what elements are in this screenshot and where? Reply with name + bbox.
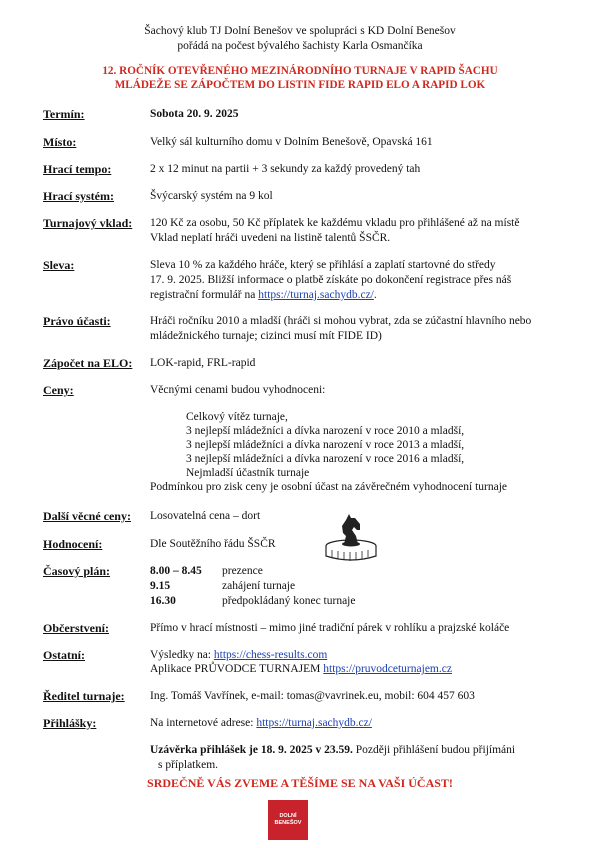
label-termin: Termín: <box>43 107 85 121</box>
value-dalsi: Losovatelná cena – dort <box>150 510 261 522</box>
label-hodnoceni: Hodnocení: <box>43 537 103 551</box>
deadline-line2: s příplatkem. <box>158 759 219 771</box>
value-reditel: Ing. Tomáš Vavřínek, e-mail: tomas@vavrinek.eu, mobil: 604 457 603 <box>150 690 475 702</box>
label-plan: Časový plán: <box>43 564 111 578</box>
label-sleva: Sleva: <box>43 258 75 272</box>
value-ostatni-line1 <box>150 648 327 663</box>
value-obcerstveni: Přímo v hrací místnosti – mimo jiné tradiční párek v rohlíku a prajzské koláče <box>150 622 510 634</box>
prize-item: Celkový vítěz turnaje, <box>186 411 288 423</box>
label-reditel: Ředitel turnaje: <box>43 689 125 703</box>
label-ceny: Ceny: <box>43 383 74 397</box>
organizer-line: Šachový klub TJ Dolní Benešov ve spolupráci s KD Dolní Benešov <box>144 25 456 37</box>
label-vklad: Turnajový vklad: <box>43 216 133 230</box>
sleva-line3-end: . <box>373 289 377 301</box>
deadline-bold: Uzávěrka přihlášek je 18. 9. 2025 v 23.59. <box>150 744 353 756</box>
value-sleva-line1: Sleva 10 % za každého hráče, který se přihlásí a zaplatí startovné do středy <box>150 259 496 271</box>
value-ceny-intro: Věcnými cenami budou vyhodnoceni: <box>150 384 326 396</box>
value-pravo-line2: mládežnického turnaje; cizinci musí mít FIDE ID) <box>150 330 382 342</box>
plan-desc: zahájení turnaje <box>222 580 296 592</box>
chess-knight-cake-icon <box>322 506 380 564</box>
value-ostatni-line2 <box>150 662 452 677</box>
deadline-rest: Později přihlášení budou přijímáni <box>352 744 516 756</box>
tournament-title-line1: 12. ROČNÍK OTEVŘENÉHO MEZINÁRODNÍHO TURNAJE V RAPID ŠACHU <box>102 65 498 77</box>
value-system: Švýcarský systém na 9 kol <box>150 190 273 202</box>
logo-line2: BENEŠOV <box>274 820 302 826</box>
label-misto: Místo: <box>43 135 77 149</box>
value-elo: LOK-rapid, FRL-rapid <box>150 357 256 369</box>
tournament-title-line2: MLÁDEŽE SE ZÁPOČTEM DO LISTIN FIDE RAPID ELO A RAPID LOK <box>114 79 486 91</box>
plan-desc: prezence <box>222 565 263 577</box>
value-tempo: 2 x 12 minut na partii + 3 sekundy za každý provedený tah <box>150 163 421 175</box>
value-termin: Sobota 20. 9. 2025 <box>150 108 239 120</box>
pruvodce-link[interactable]: https://pruvodceturnajem.cz <box>323 663 452 675</box>
prize-item: 3 nejlepší mládežníci a dívka narození v roce 2016 a mladší, <box>186 453 465 465</box>
label-obcerstveni: Občerstvení: <box>43 621 109 635</box>
plan-time: 16.30 <box>150 595 176 607</box>
dolni-benesov-logo <box>268 800 308 840</box>
results-text: Výsledky na: <box>150 649 214 661</box>
plan-desc: předpokládaný konec turnaje <box>222 595 356 607</box>
label-pravo: Právo účasti: <box>43 314 111 328</box>
value-ceny-condition: Podmínkou pro zisk ceny je osobní účast na závěrečném vyhodnocení turnaje <box>150 481 508 493</box>
label-dalsi: Další věcné ceny: <box>43 509 131 523</box>
value-hodnoceni: Dle Soutěžního řádu ŠSČR <box>150 538 276 550</box>
prize-item: Nejmladší účastník turnaje <box>186 467 310 479</box>
prize-item: 3 nejlepší mládežníci a dívka narození v roce 2013 a mladší, <box>186 439 465 451</box>
label-prihlasky: Přihlášky: <box>43 716 97 730</box>
value-vklad-line2: Vklad neplatí hráči uvedeni na listině talentů ŠSČR. <box>150 232 391 244</box>
value-sleva-line3 <box>150 288 377 303</box>
chess-results-link[interactable]: https://chess-results.com <box>213 649 328 661</box>
app-text: Aplikace PRŮVODCE TURNAJEM <box>150 663 324 675</box>
label-elo: Zápočet na ELO: <box>43 356 133 370</box>
label-ostatni: Ostatní: <box>43 648 85 662</box>
plan-time: 9.15 <box>150 580 171 592</box>
prihlasky-text: Na internetové adrese: <box>150 717 257 729</box>
invitation-text: SRDEČNĚ VÁS ZVEME A TĚŠÍME SE NA VAŠI ÚČAST! <box>147 776 453 790</box>
prihlasky-link[interactable]: https://turnaj.sachydb.cz/ <box>256 717 372 729</box>
registration-link[interactable]: https://turnaj.sachydb.cz/ <box>258 289 374 301</box>
value-misto: Velký sál kulturního domu v Dolním Benešově, Opavská 161 <box>150 136 433 148</box>
prize-item: 3 nejlepší mládežníci a dívka narození v roce 2010 a mladší, <box>186 425 465 437</box>
sleva-line3-text: registrační formulář na <box>150 289 259 301</box>
label-tempo: Hrací tempo: <box>43 162 112 176</box>
label-system: Hrací systém: <box>43 189 114 203</box>
value-prihlasky <box>150 716 372 731</box>
value-sleva-line2: 17. 9. 2025. Bližší informace o platbě získáte po dokončení registrace přes náš <box>150 274 512 286</box>
logo-line1: DOLNÍ <box>279 813 297 819</box>
value-vklad-line1: 120 Kč za osobu, 50 Kč příplatek ke každému vkladu pro přihlášené až na místě <box>150 217 520 229</box>
plan-time: 8.00 – 8.45 <box>150 565 202 577</box>
deadline-line1 <box>150 743 515 758</box>
organizer-subline: pořádá na počest bývalého šachisty Karla Osmančíka <box>177 40 423 52</box>
value-pravo-line1: Hráči ročníku 2010 a mladší (hráči si mohou vybrat, zda se zúčastní hlavního nebo <box>150 315 532 327</box>
